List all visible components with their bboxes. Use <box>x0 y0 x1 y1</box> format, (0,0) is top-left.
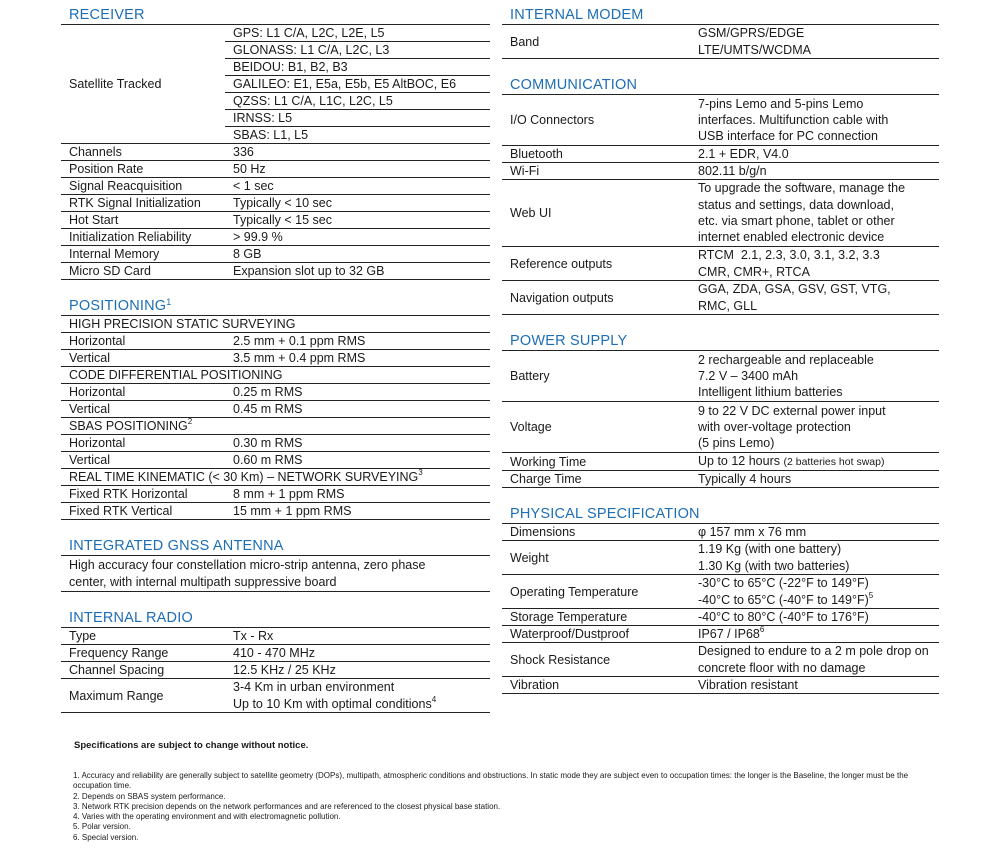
table-row <box>61 350 490 367</box>
row-value <box>690 541 939 575</box>
row-key: I/O Connectors <box>502 95 690 146</box>
row-key: Initialization Reliability <box>61 229 225 246</box>
satellite-irnss: IRNSS: L5 <box>225 110 490 127</box>
row-key: Vertical <box>61 350 225 367</box>
rtk-heading: REAL TIME KINEMATIC (< 30 Km) – NETWORK SURVEYING <box>69 470 419 484</box>
row-key: Vertical <box>61 452 225 469</box>
row-value: 12.5 KHz / 25 KHz <box>225 662 490 679</box>
modem-title: INTERNAL MODEM <box>510 7 644 23</box>
sbas-heading: SBAS POSITIONING <box>69 419 188 433</box>
range-line <box>233 696 490 712</box>
subsection-heading: CODE DIFFERENTIAL POSITIONING <box>61 367 490 384</box>
row-key: Micro SD Card <box>61 263 225 280</box>
table-row <box>61 435 490 452</box>
voltage-line: (5 pins Lemo) <box>698 436 775 451</box>
web-line: etc. via smart phone, tablet or other <box>698 214 895 228</box>
subsection-heading <box>61 469 490 486</box>
power-title: POWER SUPPLY <box>510 333 628 349</box>
row-key: Vertical <box>61 401 225 418</box>
table-row <box>502 247 939 281</box>
satellite-label: Satellite Tracked <box>61 25 225 144</box>
row-value: 50 Hz <box>225 161 490 178</box>
io-line: USB interface for PC connection <box>698 129 878 144</box>
row-key: Operating Temperature <box>502 575 690 609</box>
table-row <box>502 541 939 575</box>
row-key: Waterproof/Dustproof <box>502 626 690 643</box>
row-value <box>690 247 939 281</box>
row-key: Fixed RTK Horizontal <box>61 486 225 503</box>
working-time: Up to 12 hours <box>698 454 780 468</box>
section-title-communication <box>502 77 939 95</box>
row-value: 15 mm + 1 ppm RMS <box>225 503 490 520</box>
row-value <box>690 402 939 453</box>
table-row <box>61 486 490 503</box>
row-value: Expansion slot up to 32 GB <box>225 263 490 280</box>
table-row <box>502 25 939 59</box>
row-key: Channel Spacing <box>61 662 225 679</box>
section-title-positioning <box>61 298 490 316</box>
table-row <box>502 453 939 471</box>
io-line: interfaces. Multifunction cable with <box>698 112 889 127</box>
ref-line: RTCM 2.1, 2.3, 3.0, 3.1, 3.2, 3.3 <box>698 248 880 263</box>
antenna-title: INTEGRATED GNSS ANTENNA <box>69 538 284 554</box>
row-key: Hot Start <box>61 212 225 229</box>
row-key: Channels <box>61 144 225 161</box>
waterproof-text: IP67 / IP68 <box>698 627 760 641</box>
table-row <box>61 263 490 280</box>
row-value: φ 157 mm x 76 mm <box>690 524 939 541</box>
section-title-modem <box>502 7 939 25</box>
footnote: 5. Polar version. <box>73 822 131 832</box>
row-key: Position Rate <box>61 161 225 178</box>
battery-line: Intelligent lithium batteries <box>698 385 843 400</box>
antenna-line: High accuracy four constellation micro-strip antenna, zero phase <box>69 558 426 572</box>
weight-line: 1.19 Kg (with one battery) <box>698 542 842 557</box>
ref-line: CMR, CMR+, RTCA <box>698 264 810 279</box>
table-row <box>61 662 490 679</box>
io-line: 7-pins Lemo and 5-pins Lemo <box>698 96 864 111</box>
table-row <box>502 524 939 541</box>
row-value: Typically < 10 sec <box>225 195 490 212</box>
table-row <box>61 316 490 333</box>
row-key: Weight <box>502 541 690 575</box>
row-key: Horizontal <box>61 435 225 452</box>
antenna-description <box>61 556 490 592</box>
nav-line: RMC, GLL <box>698 298 758 313</box>
section-title-antenna <box>61 538 490 556</box>
table-row <box>61 178 490 195</box>
subsection-heading: HIGH PRECISION STATIC SURVEYING <box>61 316 490 333</box>
positioning-title: POSITIONING <box>69 298 167 314</box>
table-row <box>502 677 939 694</box>
row-key: Battery <box>502 351 690 402</box>
table-row <box>502 609 939 626</box>
modem-table <box>502 25 939 59</box>
voltage-line: 9 to 22 V DC external power input <box>698 403 886 418</box>
shock-line: concrete floor with no damage <box>698 660 866 675</box>
row-value: 0.25 m RMS <box>225 384 490 401</box>
row-value <box>690 351 939 402</box>
row-value <box>690 95 939 146</box>
row-key: Reference outputs <box>502 247 690 281</box>
row-key: Voltage <box>502 402 690 453</box>
row-value: 3.5 mm + 0.4 ppm RMS <box>225 350 490 367</box>
table-row <box>502 95 939 146</box>
satellite-beidou: BEIDOU: B1, B2, B3 <box>225 59 490 76</box>
table-row <box>61 229 490 246</box>
radio-title: INTERNAL RADIO <box>69 610 193 626</box>
table-row <box>61 679 490 713</box>
row-key: Vibration <box>502 677 690 694</box>
footnote: 6. Special version. <box>73 832 139 842</box>
table-row <box>502 402 939 453</box>
row-key: Type <box>61 628 225 645</box>
footnote-ref: 3 <box>418 468 423 477</box>
table-row <box>502 351 939 402</box>
op-temp-line: -30°C to 65°C (-22°F to 149°F) <box>698 576 869 591</box>
table-row <box>502 471 939 488</box>
row-key: Shock Resistance <box>502 643 690 677</box>
table-row <box>61 195 490 212</box>
row-key: Horizontal <box>61 333 225 350</box>
section-title-radio <box>61 610 490 628</box>
table-row <box>502 180 939 247</box>
row-value: 0.30 m RMS <box>225 435 490 452</box>
table-row <box>61 503 490 520</box>
weight-line: 1.30 Kg (with two batteries) <box>698 558 850 573</box>
row-key: Bluetooth <box>502 146 690 163</box>
row-value: Tx - Rx <box>225 628 490 645</box>
row-value: Vibration resistant <box>690 677 939 694</box>
physical-table <box>502 524 939 694</box>
physical-title: PHYSICAL SPECIFICATION <box>510 506 700 522</box>
table-row <box>502 281 939 315</box>
web-line: internet enabled electronic device <box>698 230 885 245</box>
row-key: Charge Time <box>502 471 690 488</box>
battery-line: 2 rechargeable and replaceable <box>698 352 874 367</box>
row-value <box>690 575 939 609</box>
row-key: Navigation outputs <box>502 281 690 315</box>
table-row <box>61 401 490 418</box>
row-value: 336 <box>225 144 490 161</box>
communication-title: COMMUNICATION <box>510 77 638 93</box>
row-value: -40°C to 80°C (-40°F to 176°F) <box>690 609 939 626</box>
band-line: LTE/UMTS/WCDMA <box>698 42 811 57</box>
row-key: RTK Signal Initialization <box>61 195 225 212</box>
row-value: 8 GB <box>225 246 490 263</box>
table-row <box>61 645 490 662</box>
row-value <box>690 25 939 59</box>
footnote-ref: 2 <box>187 417 193 426</box>
band-line: GSM/GPRS/EDGE <box>698 26 805 41</box>
battery-line: 7.2 V – 3400 mAh <box>698 368 799 383</box>
row-value <box>690 643 939 677</box>
receiver-table <box>61 25 490 280</box>
row-value: Typically < 15 sec <box>225 212 490 229</box>
web-line: status and settings, data download, <box>698 197 894 212</box>
row-value: 2.5 mm + 0.1 ppm RMS <box>225 333 490 350</box>
footnote-ref: 6 <box>759 625 765 634</box>
disclaimer: Specifications are subject to change without notice. <box>74 740 309 751</box>
subsection-heading <box>61 418 490 435</box>
row-value: Typically 4 hours <box>690 471 939 488</box>
row-key: Storage Temperature <box>502 609 690 626</box>
row-value <box>225 679 490 713</box>
footnote-ref: 4 <box>431 694 437 704</box>
row-key: Dimensions <box>502 524 690 541</box>
row-key: Maximum Range <box>61 679 225 713</box>
table-row <box>61 367 490 384</box>
voltage-line: with over-voltage protection <box>698 419 851 434</box>
satellite-galileo: GALILEO: E1, E5a, E5b, E5 AltBOC, E6 <box>225 76 490 93</box>
table-row <box>61 418 490 435</box>
section-title-physical <box>502 506 939 524</box>
right-column <box>502 0 939 694</box>
power-table <box>502 351 939 488</box>
row-value: 410 - 470 MHz <box>225 645 490 662</box>
row-value <box>690 453 939 471</box>
table-row <box>61 628 490 645</box>
table-row <box>61 144 490 161</box>
table-row <box>61 161 490 178</box>
satellite-glonass: GLONASS: L1 C/A, L2C, L3 <box>225 42 490 59</box>
row-key: Internal Memory <box>61 246 225 263</box>
row-key: Signal Reacquisition <box>61 178 225 195</box>
table-row <box>502 643 939 677</box>
positioning-table <box>61 316 490 520</box>
web-line: To upgrade the software, manage the <box>698 181 906 196</box>
table-row <box>502 146 939 163</box>
table-row <box>61 212 490 229</box>
section-title-receiver <box>61 7 490 25</box>
satellite-gps: GPS: L1 C/A, L2C, L2E, L5 <box>225 25 490 42</box>
satellite-sbas: SBAS: L1, L5 <box>225 127 490 144</box>
row-key: Web UI <box>502 180 690 247</box>
range-text: Up to 10 Km with optimal conditions <box>233 696 432 711</box>
section-title-power <box>502 333 939 351</box>
op-temp-text: -40°C to 65°C (-40°F to 149°F) <box>698 592 869 607</box>
working-time-note: (2 batteries hot swap) <box>783 456 885 468</box>
row-key: Frequency Range <box>61 645 225 662</box>
table-row <box>502 626 939 643</box>
satellite-qzss: QZSS: L1 C/A, L1C, L2C, L5 <box>225 93 490 110</box>
table-row <box>61 469 490 486</box>
table-row <box>61 25 490 42</box>
row-key: Fixed RTK Vertical <box>61 503 225 520</box>
antenna-line: center, with internal multipath suppressive board <box>69 574 337 589</box>
footnote-ref: 1 <box>166 297 172 307</box>
footnote: 3. Network RTK precision depends on the network performances and are referenced to the closest physical base station. <box>73 801 501 811</box>
table-row <box>61 246 490 263</box>
row-value: 2.1 + EDR, V4.0 <box>690 146 939 163</box>
table-row <box>502 575 939 609</box>
row-value <box>690 281 939 315</box>
row-value: < 1 sec <box>225 178 490 195</box>
nav-line: GGA, ZDA, GSA, GSV, GST, VTG, <box>698 282 891 297</box>
row-value: > 99.9 % <box>225 229 490 246</box>
table-row <box>502 163 939 180</box>
range-line: 3-4 Km in urban environment <box>233 680 395 695</box>
table-row <box>61 452 490 469</box>
footnote: 4. Varies with the operating environment and with electromagnetic pollution. <box>73 812 341 822</box>
table-row <box>61 333 490 350</box>
row-value: 0.45 m RMS <box>225 401 490 418</box>
radio-table <box>61 628 490 713</box>
row-key: Wi-Fi <box>502 163 690 180</box>
footnote-ref: 5 <box>868 590 874 600</box>
footnotes <box>73 771 933 843</box>
row-value: 8 mm + 1 ppm RMS <box>225 486 490 503</box>
row-key: Horizontal <box>61 384 225 401</box>
left-column <box>61 0 490 713</box>
row-value: 0.60 m RMS <box>225 452 490 469</box>
row-value: 802.11 b/g/n <box>690 163 939 180</box>
communication-table <box>502 95 939 315</box>
row-key: Working Time <box>502 453 690 471</box>
op-temp-line <box>698 592 939 608</box>
row-key: Band <box>502 25 690 59</box>
row-value <box>690 180 939 247</box>
table-row <box>61 384 490 401</box>
shock-line: Designed to endure to a 2 m pole drop on <box>698 644 929 659</box>
footnote: 1. Accuracy and reliability are generally subject to satellite geometry (DOPs), multipath, atmospheric conditions and obstructions. In static mode they are subject even to occupation times: the longer is the Baseline, the longer must be the occupation time. <box>73 771 909 791</box>
row-value <box>690 626 939 643</box>
receiver-title: RECEIVER <box>69 7 145 23</box>
footnote: 2. Depends on SBAS system performance. <box>73 791 226 801</box>
